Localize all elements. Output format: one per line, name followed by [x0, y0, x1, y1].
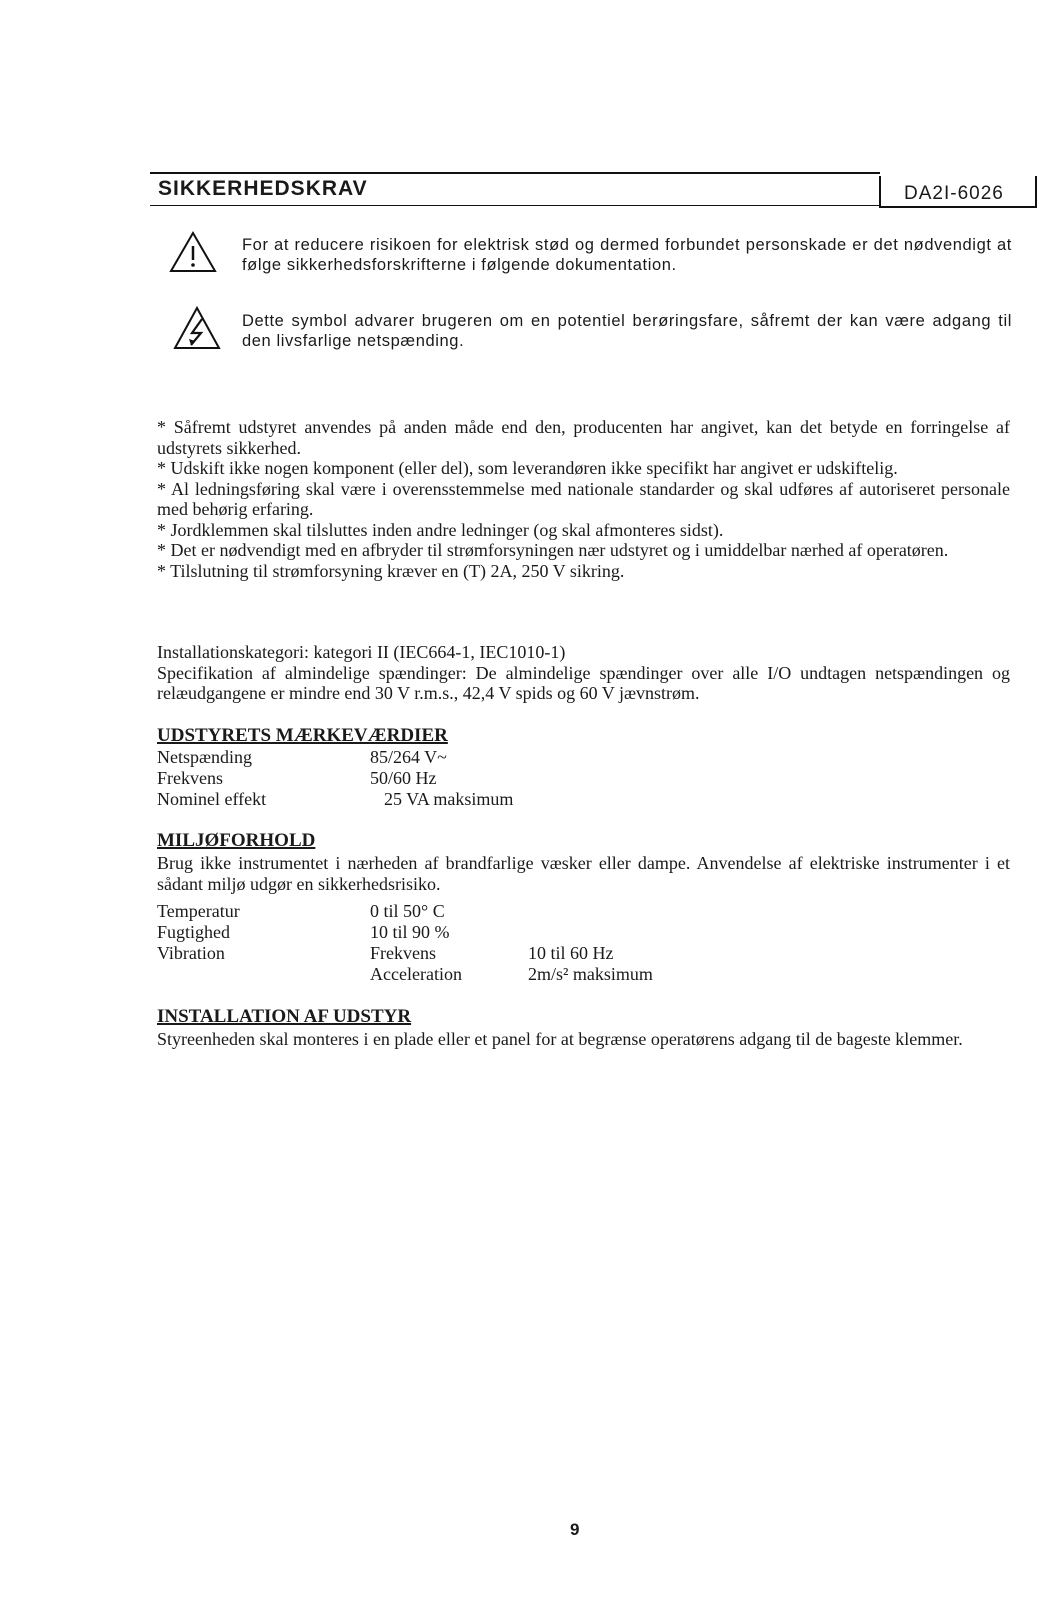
- list-item: * Tilslutning til strømforsyning kræver en (T) 2A, 250 V sikring.: [157, 560, 625, 581]
- vibration-label: Vibration: [157, 943, 225, 963]
- installation-heading: INSTALLATION AF UDSTYR: [157, 1006, 412, 1027]
- environment-text-block: [157, 853, 1010, 894]
- list-item: * Jordklemmen skal tilsluttes inden andre ledninger (og skal afmonteres sidst).: [157, 519, 724, 540]
- rating-label: Frekvens: [157, 768, 223, 788]
- list-item: * Al ledningsføring skal være i overensstemmelse med nationale standarder og skal udføres af autoriseret personale med behørig erfaring.: [157, 478, 1010, 519]
- vibration-frequency-value: 10 til 60 Hz: [528, 943, 614, 963]
- installation-text-block: [157, 1029, 1010, 1050]
- voltage-spec: Specifikation af almindelige spændinger: De almindelige spændinger over alle I/O undtagen netspændingen og relæudgangene er mindre end 30 V r.m.s., 42,4 V spids og 60 V jævnstrøm.: [157, 662, 1010, 703]
- temperature-label: Temperatur: [157, 901, 240, 921]
- page-title: SIKKERHEDSKRAV: [158, 177, 368, 200]
- page-number: 9: [570, 1520, 580, 1539]
- list-item: * Det er nødvendigt med en afbryder til strømforsyningen nær udstyret og i umiddelbar nærhed af operatøren.: [157, 540, 949, 560]
- humidity-label: Fugtighed: [157, 922, 231, 942]
- rating-label: Netspænding: [157, 747, 253, 767]
- header-rule-top: [150, 172, 880, 174]
- warning-text-general: For at reducere risikoen for elektrisk stød og dermed forbundet personskade er det nødvendigt at følge sikkerhedsforskrifterne i følgende dokumentation.: [242, 236, 1012, 274]
- installation-text: Styreenheden skal monteres i en plade eller et panel for at begrænse operatørens adgang til de bageste klemmer.: [157, 1029, 963, 1049]
- list-item: * Såfremt udstyret anvendes på anden måde end den, producenten har angivet, kan det betyde en forringelse af udstyrets sikkerhed.: [157, 417, 1010, 458]
- doc-number: DA2I-6026: [904, 183, 1004, 204]
- vibration-acceleration-value: 2m/s² maksimum: [528, 964, 653, 984]
- shock-hazard-triangle-icon: [172, 305, 222, 351]
- rating-label: Nominel effekt: [157, 789, 267, 809]
- rating-value: 25 VA maksimum: [384, 789, 514, 809]
- list-item: * Udskift ikke nogen komponent (eller del), som leverandøren ikke specifikt har angivet er udskiftelig.: [157, 458, 898, 478]
- caution-triangle-icon: [168, 230, 218, 274]
- spec-paragraph: [157, 642, 1010, 704]
- vibration-frequency-label: Frekvens: [370, 943, 436, 963]
- vibration-acceleration-label: Acceleration: [370, 964, 462, 984]
- temperature-value: 0 til 50° C: [370, 901, 445, 921]
- safety-bullet-list: [157, 417, 1010, 581]
- rating-value: 50/60 Hz: [370, 768, 437, 788]
- humidity-value: 10 til 90 %: [370, 922, 450, 942]
- header-rule-bottom: [150, 205, 880, 206]
- warning-text-shock: Dette symbol advarer brugeren om en potentiel berøringsfare, såfremt der kan være adgang til den livsfarlige netspænding.: [242, 312, 1012, 350]
- environment-text: Brug ikke instrumentet i nærheden af brandfarlige væsker eller dampe. Anvendelse af elektriske instrumenter i et sådant miljø udgør en sikkerhedsrisiko.: [157, 853, 1010, 894]
- install-category: Installationskategori: kategori II (IEC664-1, IEC1010-1): [157, 642, 566, 662]
- rating-value: 85/264 V~: [370, 747, 447, 767]
- environment-heading: MILJØFORHOLD: [157, 830, 316, 851]
- ratings-heading: UDSTYRETS MÆRKEVÆRDIER: [157, 725, 448, 746]
